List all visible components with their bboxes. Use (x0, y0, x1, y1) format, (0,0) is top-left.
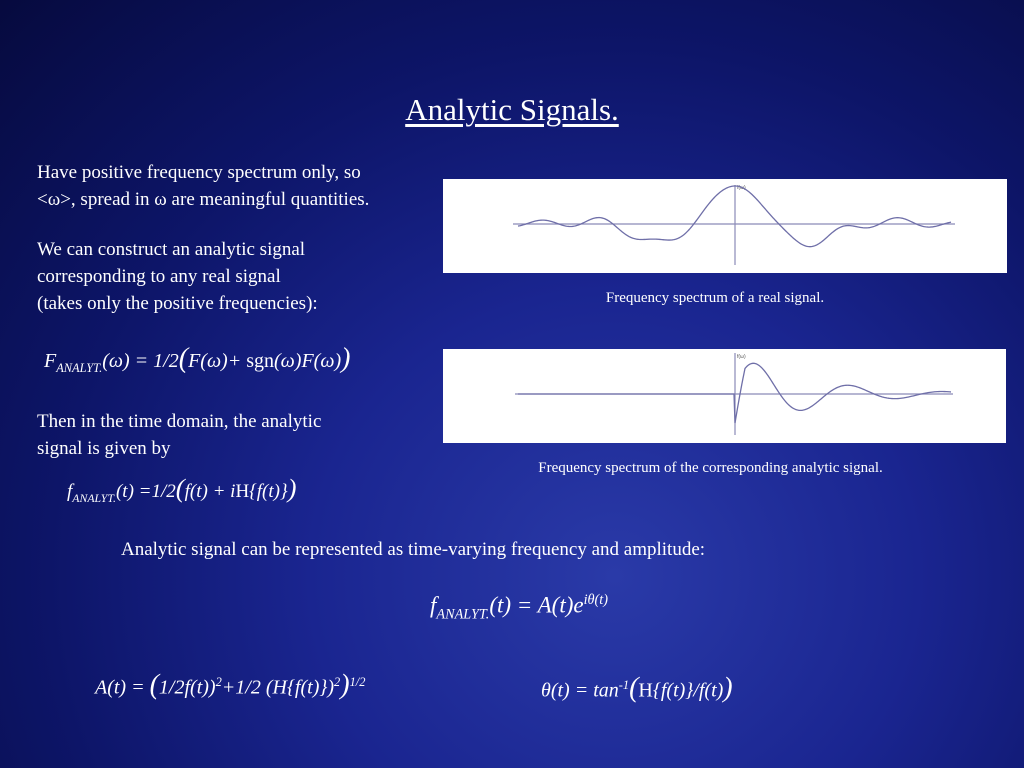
eq2-open-paren: ( (175, 473, 185, 503)
equation-phase (541, 672, 733, 704)
eq5-close-paren: ) (723, 672, 733, 704)
eq2-close-paren: ) (287, 473, 297, 503)
eq1-sgn: sgn (246, 350, 275, 372)
real-axis-label: f(ω) (737, 185, 746, 191)
intro-paragraph (37, 159, 369, 213)
eq4-part-b: 1/2f(t)) (158, 676, 216, 699)
eq1-part-c: (ω)F(ω) (274, 350, 342, 372)
eq1-symbol: F (44, 350, 57, 372)
eq4-square-2: 2 (334, 675, 341, 689)
analytic-spectrum-caption: Frequency spectrum of the corresponding analytic signal. (538, 460, 883, 476)
eq5-hilbert: H (638, 679, 653, 702)
eq2-part-a: (t) =1/2 (115, 481, 176, 502)
analytic-axis-label: f(ω) (737, 354, 746, 360)
eq3-part-a: (t) = A(t)e (489, 592, 584, 618)
eq2-part-c: {f(t)} (249, 481, 288, 502)
eq2-subscript: ANALYT. (72, 491, 116, 505)
equation-amplitude-phase (430, 592, 608, 623)
eq5-part-a: θ(t) = tan (541, 679, 619, 702)
eq1-part-b: F(ω)+ (188, 350, 247, 372)
analytic-spectrum-figure (443, 349, 1006, 443)
construct-line-3: (takes only the positive frequencies): (37, 293, 318, 314)
analytic-spectrum-plot (443, 349, 1006, 443)
real-spectrum-caption: Frequency spectrum of a real signal. (605, 290, 825, 306)
eq5-part-b: {f(t)}/f(t) (652, 679, 724, 702)
eq2-part-b: f(t) + i (184, 481, 236, 502)
eq1-open-paren: ( (178, 343, 189, 374)
equation-frequency-analytic (44, 343, 351, 376)
eq3-exponent: iθ(t) (583, 592, 609, 608)
representation-text: Analytic signal can be represented as time-varying frequency and amplitude: (121, 539, 706, 560)
intro-line-1: Have positive frequency spectrum only, so (37, 162, 361, 183)
real-spectrum-figure (443, 179, 1007, 273)
time-domain-line-2: signal is given by (37, 438, 171, 459)
eq4-part-a: A(t) = (95, 676, 150, 699)
intro-line-2: <ω>, spread in ω are meaningful quantities. (37, 189, 370, 210)
real-spectrum-plot (443, 179, 1007, 273)
eq4-close-paren: ) (340, 669, 350, 701)
eq4-square-1: 2 (215, 675, 222, 689)
eq3-subscript: ANALYT. (436, 606, 490, 623)
eq5-exponent: -1 (618, 678, 630, 692)
time-domain-line-1: Then in the time domain, the analytic (37, 411, 322, 432)
eq2-symbol: f (67, 481, 73, 502)
eq4-part-c: +1/2 (H{f(t)}) (221, 676, 335, 699)
eq3-symbol: f (430, 592, 437, 618)
equation-time-analytic (67, 473, 297, 506)
construct-line-2: corresponding to any real signal (37, 266, 281, 287)
equation-amplitude (95, 669, 366, 701)
construct-line-1: We can construct an analytic signal (37, 239, 306, 260)
eq2-hilbert: H (235, 481, 250, 502)
construct-paragraph (37, 236, 318, 317)
eq1-subscript: ANALYT. (56, 361, 103, 375)
slide-title: Analytic Signals. (405, 92, 619, 127)
eq1-close-paren: ) (341, 343, 351, 374)
eq4-open-paren: ( (149, 669, 159, 701)
time-domain-paragraph (37, 408, 321, 462)
eq1-part-a: (ω) = 1/2 (102, 350, 179, 372)
eq4-root-exponent: 1/2 (349, 675, 366, 689)
eq5-open-paren: ( (629, 672, 639, 704)
